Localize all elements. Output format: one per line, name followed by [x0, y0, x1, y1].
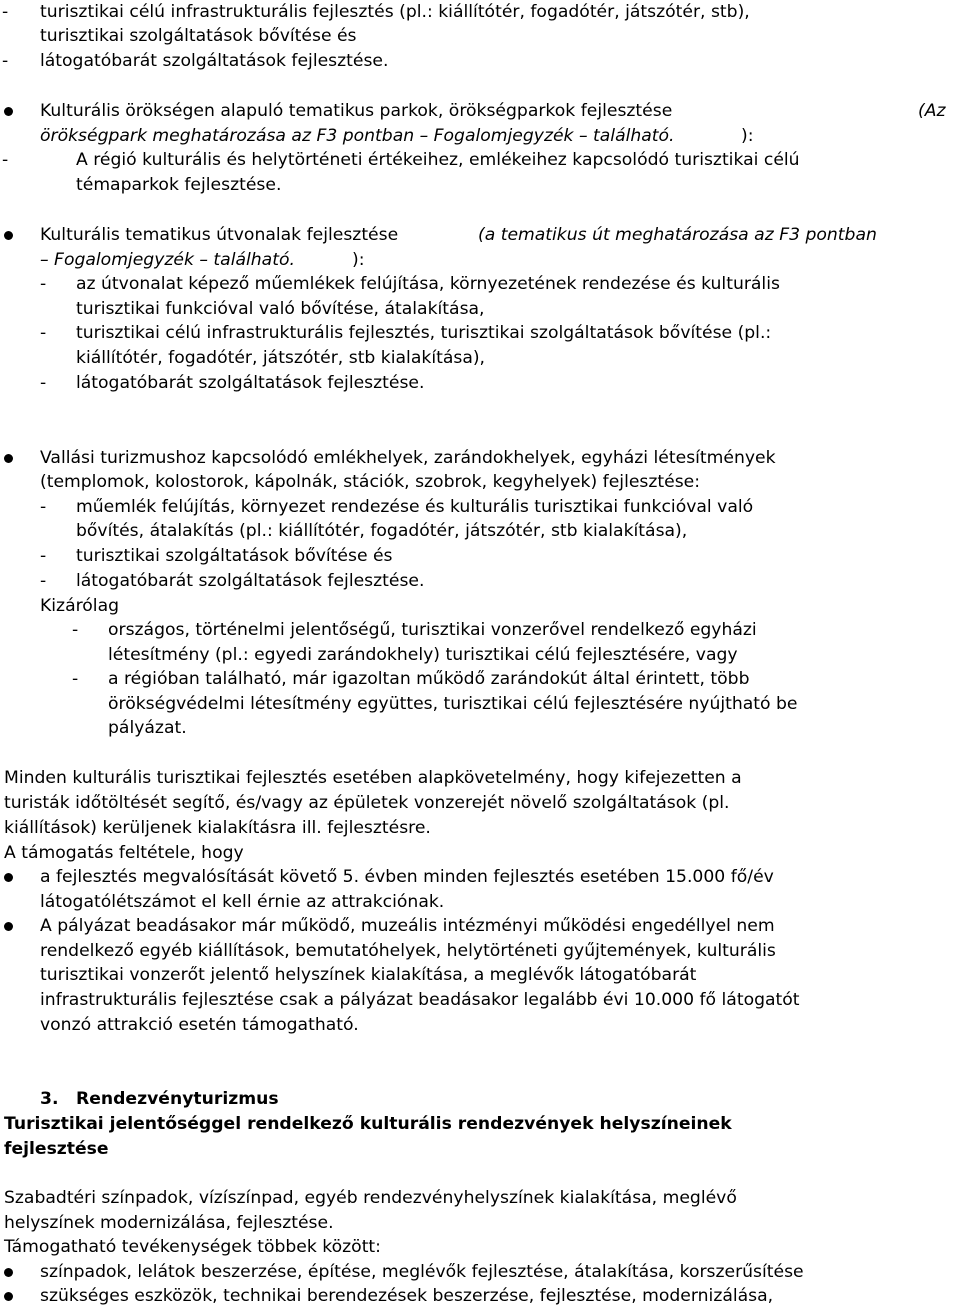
- line-text: A támogatás feltétele, hogy: [4, 843, 244, 863]
- dash: -: [40, 323, 47, 343]
- list-item: [0, 988, 960, 1012]
- paragraph-line: [0, 594, 960, 618]
- list-item: [0, 716, 960, 740]
- bullet-icon: [4, 922, 13, 931]
- list-item: [0, 544, 960, 568]
- section-number: 3.: [40, 1089, 59, 1109]
- paragraph-line: [0, 791, 960, 815]
- list-item: [0, 963, 960, 987]
- dash: -: [40, 373, 47, 393]
- bullet-icon: [4, 454, 13, 463]
- dash: -: [40, 274, 47, 294]
- line-text-italic: – Fogalomjegyzék – található.: [40, 250, 295, 270]
- line-text: turisztikai vonzerőt jelentő helyszínek kialakítása, a meglévők látogatóbarát: [40, 965, 697, 985]
- list-item: [0, 272, 960, 296]
- paragraph-line: [0, 816, 960, 840]
- line-text: a fejlesztés megvalósítását követő 5. évben minden fejlesztés esetében 15.000 fő/év: [40, 867, 774, 887]
- line-text: témaparkok fejlesztése.: [76, 175, 282, 195]
- paragraph-line: [0, 1235, 960, 1259]
- bullet-icon: [4, 1292, 13, 1301]
- line-text-italic: örökségpark meghatározása az F3 pontban – Fogalomjegyzék – található.: [40, 126, 675, 146]
- list-item: [0, 643, 960, 667]
- line-text: látogatóbarát szolgáltatások fejlesztése.: [76, 571, 425, 591]
- paragraph-line: [0, 766, 960, 790]
- line-text: Kizárólag: [40, 596, 120, 616]
- line-text: színpadok, lelátok beszerzése, építése, meglévők fejlesztése, átalakítása, korszerűsítése: [40, 1262, 804, 1282]
- dash: -: [40, 571, 47, 591]
- dash: -: [2, 51, 9, 71]
- bullet-item: [0, 865, 960, 889]
- list-item: [0, 939, 960, 963]
- list-item: [0, 569, 960, 593]
- bullet-item: [0, 99, 960, 123]
- bullet-icon: [4, 107, 13, 116]
- line-text: rendelkező egyéb kiállítások, bemutatóhelyek, helytörténeti gyűjtemények, kulturális: [40, 941, 776, 961]
- line-text: Vallási turizmushoz kapcsolódó emlékhelyek, zarándokhelyek, egyházi létesítmények: [40, 448, 776, 468]
- subheading-text: Turisztikai jelentőséggel rendelkező kulturális rendezvények helyszíneinek: [4, 1114, 732, 1134]
- dash: -: [72, 669, 79, 689]
- bullet-item: [0, 914, 960, 938]
- line-text: az útvonalat képező műemlékek felújítása, környezetének rendezése és kulturális: [76, 274, 780, 294]
- line-text-italic: (Az: [918, 101, 946, 121]
- line-text: kiállítások) kerüljenek kialakításra ill. fejlesztésre.: [4, 818, 431, 838]
- bullet-item: [0, 223, 960, 247]
- paragraph-line: [0, 1186, 960, 1210]
- line-text: turisztikai célú infrastrukturális fejlesztés (pl.: kiállítótér, fogadótér, játszótér, stb),: [40, 2, 750, 22]
- list-item: [0, 173, 960, 197]
- line-text: A régió kulturális és helytörténeti értékeihez, emlékeihez kapcsolódó turisztikai célú: [76, 150, 800, 170]
- bullet-icon: [4, 231, 13, 240]
- list-item: [0, 667, 960, 691]
- line-text: ):: [352, 250, 365, 270]
- paragraph-line: [0, 1211, 960, 1235]
- bullet-item: [0, 1260, 960, 1284]
- line-text: infrastrukturális fejlesztése csak a pályázat beadásakor legalább évi 10.000 fő látogatót: [40, 990, 800, 1010]
- line-text: vonzó attrakció esetén támogatható.: [40, 1015, 359, 1035]
- line-text: országos, történelmi jelentőségű, turisztikai vonzerővel rendelkező egyházi: [108, 620, 757, 640]
- list-item: [0, 321, 960, 345]
- line-text: turisztikai szolgáltatások bővítése és: [40, 26, 357, 46]
- line-text: bővítés, átalakítás (pl.: kiállítótér, fogadótér, játszótér, stb kialakítása),: [76, 521, 688, 541]
- subheading-text: fejlesztése: [4, 1139, 109, 1159]
- list-item: [0, 49, 960, 73]
- line-text: szükséges eszközök, technikai berendezések beszerzése, fejlesztése, modernizálása,: [40, 1286, 774, 1306]
- list-item: [0, 297, 960, 321]
- line-text: látogatólétszámot el kell érnie az attrakciónak.: [40, 892, 445, 912]
- bullet-icon: [4, 1268, 13, 1277]
- line-text: A pályázat beadásakor már működő, muzeális intézményi működési engedéllyel nem: [40, 916, 775, 936]
- dash: -: [40, 497, 47, 517]
- line-text: Kulturális örökségen alapuló tematikus parkok, örökségparkok fejlesztése: [40, 101, 673, 121]
- section-heading: [0, 1087, 960, 1111]
- paragraph-line: [0, 841, 960, 865]
- line-text: műemlék felújítás, környezet rendezése és kulturális turisztikai funkcióval való: [76, 497, 754, 517]
- line-text: Szabadtéri színpadok, vízíszínpad, egyéb rendezvényhelyszínek kialakítása, meglévő: [4, 1188, 737, 1208]
- line-text: Támogatható tevékenységek többek között:: [4, 1237, 381, 1257]
- line-text-italic: (a tematikus út meghatározása az F3 pontban: [478, 225, 877, 245]
- line-text: helyszínek modernizálása, fejlesztése.: [4, 1213, 334, 1233]
- list-item: [0, 124, 960, 148]
- line-text: látogatóbarát szolgáltatások fejlesztése.: [76, 373, 425, 393]
- list-item: [0, 495, 960, 519]
- subheading: [0, 1137, 960, 1161]
- list-item: [0, 519, 960, 543]
- line-text: kiállítótér, fogadótér, játszótér, stb kialakítása),: [76, 348, 486, 368]
- dash: -: [72, 620, 79, 640]
- line-text: (templomok, kolostorok, kápolnák, stációk, szobrok, kegyhelyek) fejlesztése:: [40, 472, 701, 492]
- list-item: [0, 248, 960, 272]
- line-text: ):: [741, 126, 754, 146]
- bullet-item: [0, 446, 960, 470]
- list-item: [0, 618, 960, 642]
- line-text: Minden kulturális turisztikai fejlesztés esetében alapkövetelmény, hogy kifejezetten a: [4, 768, 742, 788]
- list-item: [0, 346, 960, 370]
- bullet-icon: [4, 873, 13, 882]
- dash: -: [2, 150, 9, 170]
- line-text: pályázat.: [108, 718, 187, 738]
- list-item: [0, 0, 960, 24]
- section-title: Rendezvényturizmus: [76, 1089, 279, 1109]
- line-text: látogatóbarát szolgáltatások fejlesztése.: [40, 51, 389, 71]
- list-item: [0, 371, 960, 395]
- line-text: turisták időtöltését segítő, és/vagy az épületek vonzerejét növelő szolgáltatások (pl.: [4, 793, 730, 813]
- list-item: [0, 470, 960, 494]
- list-item: [0, 148, 960, 172]
- line-text: turisztikai funkcióval való bővítése, átalakítása,: [76, 299, 485, 319]
- line-text: létesítmény (pl.: egyedi zarándokhely) turisztikai célú fejlesztésére, vagy: [108, 645, 738, 665]
- subheading: [0, 1112, 960, 1136]
- list-item: [0, 1013, 960, 1037]
- line-text: a régióban található, már igazoltan működő zarándokút által érintett, több: [108, 669, 750, 689]
- line-text: Kulturális tematikus útvonalak fejlesztése: [40, 225, 399, 245]
- bullet-item: [0, 1284, 960, 1308]
- list-item: [0, 692, 960, 716]
- dash: -: [40, 546, 47, 566]
- dash: -: [2, 2, 9, 22]
- line-text: turisztikai szolgáltatások bővítése és: [76, 546, 393, 566]
- list-item: [0, 24, 960, 48]
- line-text: turisztikai célú infrastrukturális fejlesztés, turisztikai szolgáltatások bővítése (pl.:: [76, 323, 772, 343]
- line-text: örökségvédelmi létesítmény együttes, turisztikai célú fejlesztésére nyújtható be: [108, 694, 798, 714]
- list-item: [0, 890, 960, 914]
